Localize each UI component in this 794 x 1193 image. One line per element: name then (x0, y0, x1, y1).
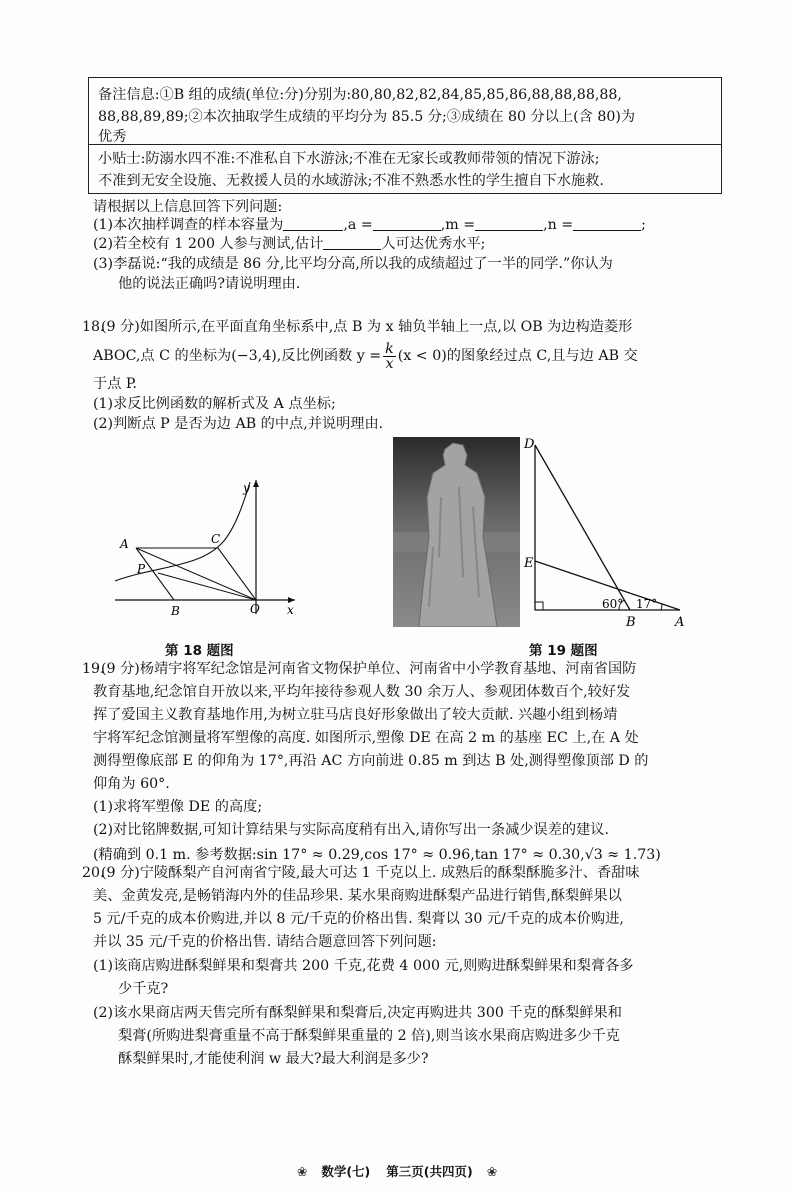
right-angle-mark (535, 602, 543, 610)
q17-intro: 请根据以上信息回答下列问题: (93, 199, 283, 215)
fig18-caption: 第 18 题图 (165, 643, 234, 659)
q19-reference: (精确到 0.1 m. 参考数据:sin 17° ≈ 0.29,cos 17° ≈ 0.96,tan 17° ≈ 0.30,√3 ≈ 1.73) (93, 847, 661, 863)
angle-arc-a (661, 604, 662, 610)
frac-numerator: k (385, 340, 394, 357)
q18-block (101, 316, 733, 339)
segment-po (158, 573, 256, 600)
fig19-caption: 第 19 题图 (529, 643, 598, 659)
k-over-x-fraction (383, 342, 396, 371)
x-axis-label: x (287, 603, 294, 617)
q17-a-label: ,a = (343, 217, 373, 233)
q19-line: 宇将军纪念馆测量将军塑像的高度. 如图所示,塑像 DE 在高 2 m 的基座 EC 上,在 A 处 (93, 730, 639, 746)
q20-part1-line: (1)该商店购进酥梨鲜果和梨膏共 200 千克,花费 4 000 元,则购进酥梨鲜果和梨膏各多 (93, 958, 634, 974)
point-e-label: E (524, 556, 534, 571)
a-blank (373, 216, 441, 231)
tip-cell (89, 144, 721, 193)
q19-part2: (2)对比铭牌数据,可知计算结果与实际高度稍有出入,请你写出一条减少误差的建议. (93, 822, 610, 838)
note-box (88, 77, 722, 194)
flower-ornament-icon: ❀ (486, 1164, 498, 1179)
point-b-label: B (171, 604, 180, 618)
q19-block (93, 681, 723, 867)
q19-line: 挥了爱国主义教育基地作用,为树立驻马店良好形象做出了较大贡献. 兴趣小组到杨靖 (93, 707, 618, 723)
angle-17-label: 17° (636, 597, 658, 611)
q18-line2 (93, 338, 723, 374)
footer-page: 第三页(共四页) (386, 1164, 473, 1179)
q20-line: 美、金黄发亮,是畅销海内外的佳品珍果. 某水果商购进酥梨产品进行销售,酥梨鲜果以 (93, 888, 622, 904)
remark-line: 88,88,89,89;②本次抽取学生成绩的平均分为 85.5 分;③成绩在 80 分以上(含 80)为 (98, 109, 636, 125)
point-a-label: A (120, 537, 129, 551)
q18-block-rest (93, 338, 723, 434)
q19-part1: (1)求将军塑像 DE 的高度; (93, 799, 263, 815)
q17-part1 (93, 216, 723, 235)
q19-line: 教育基地,纪念馆自开放以来,平均年接待参观人数 30 余万人、参观团体数百个,较好发 (93, 684, 631, 700)
q20-line: 5 元/千克的成本价购进,并以 8 元/千克的价格出售. 梨膏以 30 元/千克的成本价购进, (93, 911, 624, 927)
q20-block (93, 885, 723, 1071)
q19-line: (9 分)杨靖宇将军纪念馆是河南省文物保护单位、河南省中小学教育基地、河南省国防 (101, 661, 637, 677)
point-p-label: P (137, 562, 146, 576)
excellent-count-blank (323, 235, 381, 250)
hyperbola-curve (115, 482, 250, 581)
q20-line: 并以 35 元/千克的价格出售. 请结合题意回答下列问题: (93, 934, 437, 950)
q20-part2-line: (2)该水果商店两天售完所有酥梨鲜果和梨膏后,决定再购进共 300 千克的酥梨鲜果和 (93, 1005, 622, 1021)
footer-subject: 数学(七) (321, 1164, 371, 1179)
q19-first (101, 658, 733, 681)
q17-part1-text: (1)本次抽样调查的样本容量为 (93, 217, 284, 233)
q20-part2-line: 酥梨鲜果时,才能使利润 w 最大?最大利润是多少? (118, 1051, 429, 1067)
q20-line: (9 分)宁陵酥梨产自河南省宁陵,最大可达 1 千克以上. 成熟后的酥梨酥脆多汁、香甜味 (101, 865, 640, 881)
remark-line: 优秀 (98, 129, 127, 145)
q19-number: 19. (82, 661, 105, 677)
frac-denominator: x (385, 355, 394, 372)
q17-part3-line: (3)李磊说:“我的成绩是 86 分,比平均分高,所以我的成绩超过了一半的同学.”你认为 (93, 256, 613, 272)
q17-part2 (93, 235, 723, 254)
q18-number: 18. (82, 319, 105, 335)
q20-number: 20. (82, 865, 105, 881)
y-axis-label: y (243, 481, 250, 495)
q17-end: ; (641, 217, 646, 233)
flower-ornament-icon: ❀ (296, 1164, 308, 1179)
fig19-diagram (520, 430, 690, 630)
q19-line: 测得塑像底部 E 的仰角为 17°,再沿 AC 方向前进 0.85 m 到达 B 处,测得塑像顶部 D 的 (93, 753, 649, 769)
q17-block (93, 198, 723, 294)
q17-m-label: ,m = (440, 217, 476, 233)
point-c-label: C (211, 532, 221, 546)
page-footer (0, 1160, 794, 1183)
tip-line: 不准到无安全设施、无救援人员的水域游泳;不准不熟悉水性的学生擅自下水施救. (98, 173, 604, 189)
q17-n-label: ,n = (543, 217, 574, 233)
angle-60-label: 60° (602, 597, 624, 611)
line-db (535, 445, 630, 610)
point-b-label: B (626, 615, 636, 630)
point-a-label: A (675, 615, 685, 630)
diagonal-ao (136, 548, 256, 600)
q18-line2-b: (x < 0)的图象经过点 C,且与边 AB 交 (397, 348, 638, 364)
y-axis-arrow (253, 480, 259, 487)
q20-first (101, 862, 733, 885)
q18-line: 于点 P. (93, 376, 138, 392)
q20-part1-line: 少千克? (118, 981, 169, 997)
q18-part2: (2)判断点 P 是否为边 AB 的中点,并说明理由. (93, 416, 384, 432)
remark-cell (89, 78, 721, 144)
q20-part2-line: 梨膏(所购进梨膏重量不高于酥梨鲜果重量的 2 倍),则当该水果商店购进多少千克 (118, 1028, 620, 1044)
q17-part2-tail: 人可达优秀水平; (381, 236, 486, 252)
origin-label: O (250, 602, 260, 616)
fig18-diagram (105, 470, 305, 620)
q18-line2-a: ABOC,点 C 的坐标为(−3,4),反比例函数 y = (93, 348, 382, 364)
statue-photo (393, 437, 520, 627)
q17-part2-text: (2)若全校有 1 200 人参与测试,估计 (93, 236, 324, 252)
n-blank (573, 216, 641, 231)
m-blank (475, 216, 543, 231)
q19-line: 仰角为 60°. (93, 776, 170, 792)
tip-line: 小贴士:防溺水四不准:不准私自下水游泳;不准在无家长或教师带领的情况下游泳; (98, 151, 600, 167)
q18-line: (9 分)如图所示,在平面直角坐标系中,点 B 为 x 轴负半轴上一点,以 OB 为边构造菱形 (101, 319, 633, 335)
remark-line: 备注信息:①B 组的成绩(单位:分)分别为:80,80,82,82,84,85,85,86,88,88,88,88, (98, 87, 622, 103)
sample-size-blank (283, 216, 343, 231)
q17-part3-line: 他的说法正确吗?请说明理由. (118, 276, 301, 292)
q18-part1: (1)求反比例函数的解析式及 A 点坐标; (93, 396, 336, 412)
point-d-label: D (524, 437, 535, 452)
